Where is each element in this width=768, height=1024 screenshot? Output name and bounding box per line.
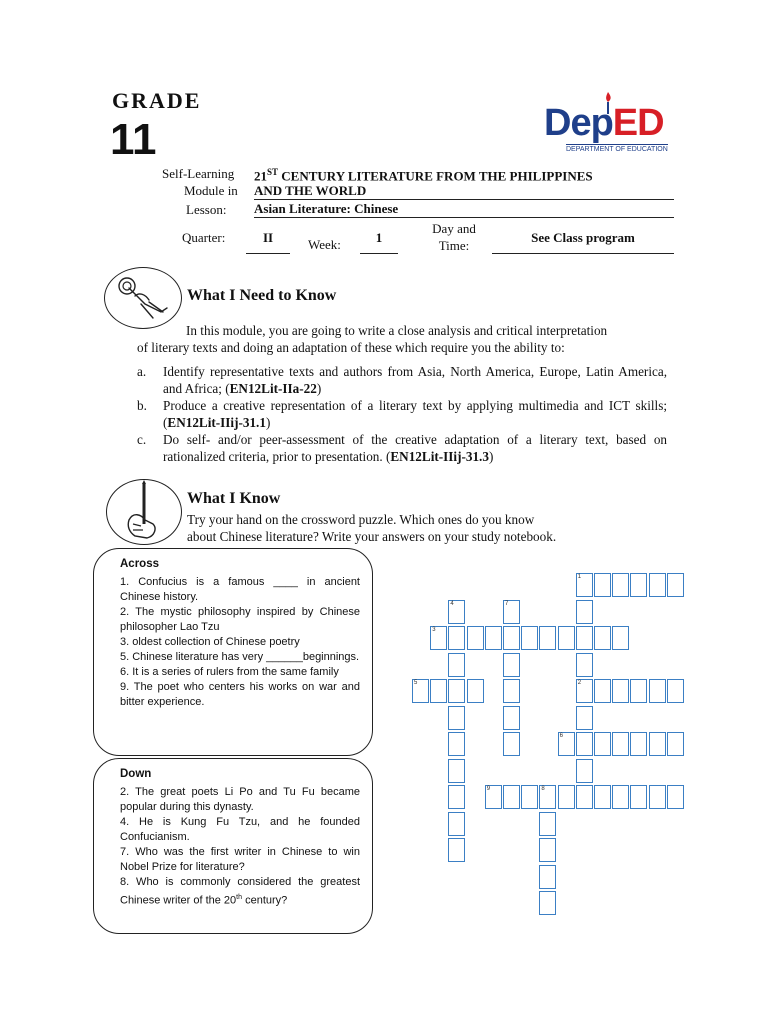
- lesson-label: Lesson:: [186, 202, 227, 217]
- crossword-cell: [448, 600, 465, 624]
- crossword-cell: [448, 785, 465, 809]
- crossword-cell: [467, 626, 484, 650]
- down-clue: 2. The great poets Li Po and Tu Fu became popular during this dynasty.: [120, 786, 360, 813]
- list-item: b. Produce a creative representation of a literary text by applying multimedia and ICT skills; (EN12Lit-IIij-31.1): [137, 398, 667, 430]
- crossword-cell: [630, 679, 647, 703]
- list-item: a. Identify representative texts and authors from Asia, North America, Europe, Latin America, and Africa; (EN12Lit-IIa-22): [137, 364, 667, 396]
- crossword-cell-number: 8: [541, 786, 545, 792]
- quarter-label: Quarter:: [182, 230, 226, 245]
- crossword-cell: [467, 679, 484, 703]
- deped-logo: [540, 94, 668, 166]
- crossword-cell: [448, 653, 465, 677]
- crossword-cell: [594, 785, 611, 809]
- crossword-cell: [558, 785, 575, 809]
- crossword-cell: [630, 785, 647, 809]
- crossword-cell: [576, 706, 593, 730]
- crossword-cell: [649, 573, 666, 597]
- hand-pencil-icon: [106, 479, 182, 545]
- crossword-cell: [448, 706, 465, 730]
- across-clue: 6. It is a series of rulers from the same family: [120, 666, 339, 678]
- crossword-cell-number: 5: [414, 680, 418, 686]
- crossword-cell-number: 9: [486, 786, 491, 792]
- logo-subtitle: DEPARTMENT OF EDUCATION: [566, 146, 668, 153]
- week-value: 1: [360, 229, 398, 254]
- objectives-list: [137, 363, 667, 465]
- crossword-cell: [539, 626, 556, 650]
- across-clue: 3. oldest collection of Chinese poetry: [120, 636, 300, 648]
- lesson-value: Asian Literature: Chinese: [254, 200, 674, 218]
- crossword-cell: [430, 626, 447, 650]
- crossword-cell: [412, 679, 429, 703]
- crossword-cell-number: 1: [577, 574, 582, 580]
- logo-wordmark: DepED: [544, 102, 664, 144]
- crossword-cell: [539, 812, 556, 836]
- crossword-cell: [649, 679, 666, 703]
- need-to-know-title: What I Need to Know: [187, 287, 337, 304]
- crossword-cell: [539, 865, 556, 889]
- crossword-cell: [612, 573, 629, 597]
- crossword-cell: [667, 573, 684, 597]
- down-heading: Down: [120, 768, 152, 780]
- crossword-cell: [448, 759, 465, 783]
- crossword-cell: [649, 785, 666, 809]
- crossword-cell: [594, 732, 611, 756]
- crossword-cell: [576, 573, 593, 597]
- crossword-cell: [539, 891, 556, 915]
- across-clue: 2. The mystic philosophy inspired by Chinese philosopher Lao Tzu: [120, 606, 360, 633]
- what-i-know-instruction-2: about Chinese literature? Write your answers on your study notebook.: [187, 529, 557, 544]
- crossword-cell: [503, 626, 520, 650]
- crossword-cell: [612, 626, 629, 650]
- crossword-cell: [485, 626, 502, 650]
- crossword-cell: [503, 679, 520, 703]
- list-item: c. Do self- and/or peer-assessment of the creative adaptation of a literary text, based on rationalized criteria, prior to presentation. (EN12Lit-IIij-31.3): [137, 432, 667, 464]
- crossword-cell: [594, 573, 611, 597]
- crossword-cell: [448, 679, 465, 703]
- crossword-cell: [594, 626, 611, 650]
- subject-title-line1: 21ST CENTURY LITERATURE FROM THE PHILIPPINES: [254, 167, 593, 184]
- crossword-cell-number: 2: [577, 680, 582, 686]
- crossword-cell: [503, 785, 520, 809]
- hand-pointing-icon: [104, 267, 182, 329]
- need-to-know-intro-1: In this module, you are going to write a close analysis and critical interpretation: [186, 323, 608, 338]
- crossword-cell: [576, 732, 593, 756]
- down-clue: 7. Who was the first writer in Chinese to win Nobel Prize for literature?: [120, 846, 360, 873]
- across-clue: 1. Confucius is a famous ____ in ancient Chinese history.: [120, 576, 360, 603]
- quarter-value: II: [246, 229, 290, 254]
- crossword-cell: [576, 785, 593, 809]
- crossword-cell: [630, 573, 647, 597]
- crossword-cell: [612, 732, 629, 756]
- subject-title-line2: AND THE WORLD: [254, 182, 674, 200]
- crossword-cell: [521, 785, 538, 809]
- crossword-cell: [667, 679, 684, 703]
- module-label-2: Module in: [184, 183, 238, 198]
- across-clues-box: [93, 548, 373, 756]
- crossword-cell: [448, 838, 465, 862]
- crossword-cell: [448, 732, 465, 756]
- crossword-cell-number: 7: [505, 600, 509, 607]
- crossword-cell: [539, 785, 556, 809]
- crossword-cell-number: 3: [432, 627, 436, 633]
- across-clue: 5. Chinese literature has very ______beginnings.: [120, 651, 360, 663]
- crossword-cell: [649, 732, 666, 756]
- across-heading: Across: [120, 558, 159, 570]
- crossword-cell: [539, 838, 556, 862]
- crossword-cell: [576, 679, 593, 703]
- crossword-cell: [485, 785, 502, 809]
- down-clue: 8. Who is commonly considered the greatest Chinese writer of the 20th century?: [120, 876, 360, 907]
- crossword-cell: [612, 679, 629, 703]
- crossword-cell: [667, 732, 684, 756]
- crossword-cell: [630, 732, 647, 756]
- down-clues-box: [93, 758, 373, 934]
- crossword-cell: [667, 785, 684, 809]
- crossword-cell: [448, 626, 465, 650]
- crossword-cell: [430, 679, 447, 703]
- daytime-value: See Class program: [492, 229, 674, 254]
- what-i-know-title: What I Know: [187, 490, 281, 507]
- crossword-cell: [503, 732, 520, 756]
- crossword-cell: [612, 785, 629, 809]
- module-label-1: Self-Learning: [162, 166, 235, 181]
- need-to-know-intro-2: of literary texts and doing an adaptation of these which require you the ability to:: [137, 340, 565, 355]
- crossword-cell: [503, 600, 520, 624]
- crossword-cell: [521, 626, 538, 650]
- daytime-label: Day and Time:: [432, 221, 476, 253]
- crossword-cell: [503, 653, 520, 677]
- crossword-cell: [503, 706, 520, 730]
- grade-number: 11: [110, 115, 157, 164]
- crossword-cell-number: 6: [559, 733, 563, 739]
- crossword-cell: [576, 626, 593, 650]
- what-i-know-instruction-1: Try your hand on the crossword puzzle. Which ones do you know: [187, 512, 535, 527]
- crossword-cell-number: 4: [450, 600, 454, 607]
- crossword-cell: [576, 759, 593, 783]
- crossword-cell: [576, 653, 593, 677]
- crossword-cell: [558, 626, 575, 650]
- grade-label: GRADE: [112, 88, 202, 113]
- down-clue: 4. He is Kung Fu Tzu, and he founded Confucianism.: [120, 816, 360, 843]
- crossword-cell: [448, 812, 465, 836]
- crossword-cell: [558, 732, 575, 756]
- crossword-cell: [594, 679, 611, 703]
- crossword-cell: [576, 600, 593, 624]
- across-clue: 9. The poet who centers his works on war and bitter experience.: [120, 681, 360, 708]
- week-label: Week:: [308, 237, 341, 252]
